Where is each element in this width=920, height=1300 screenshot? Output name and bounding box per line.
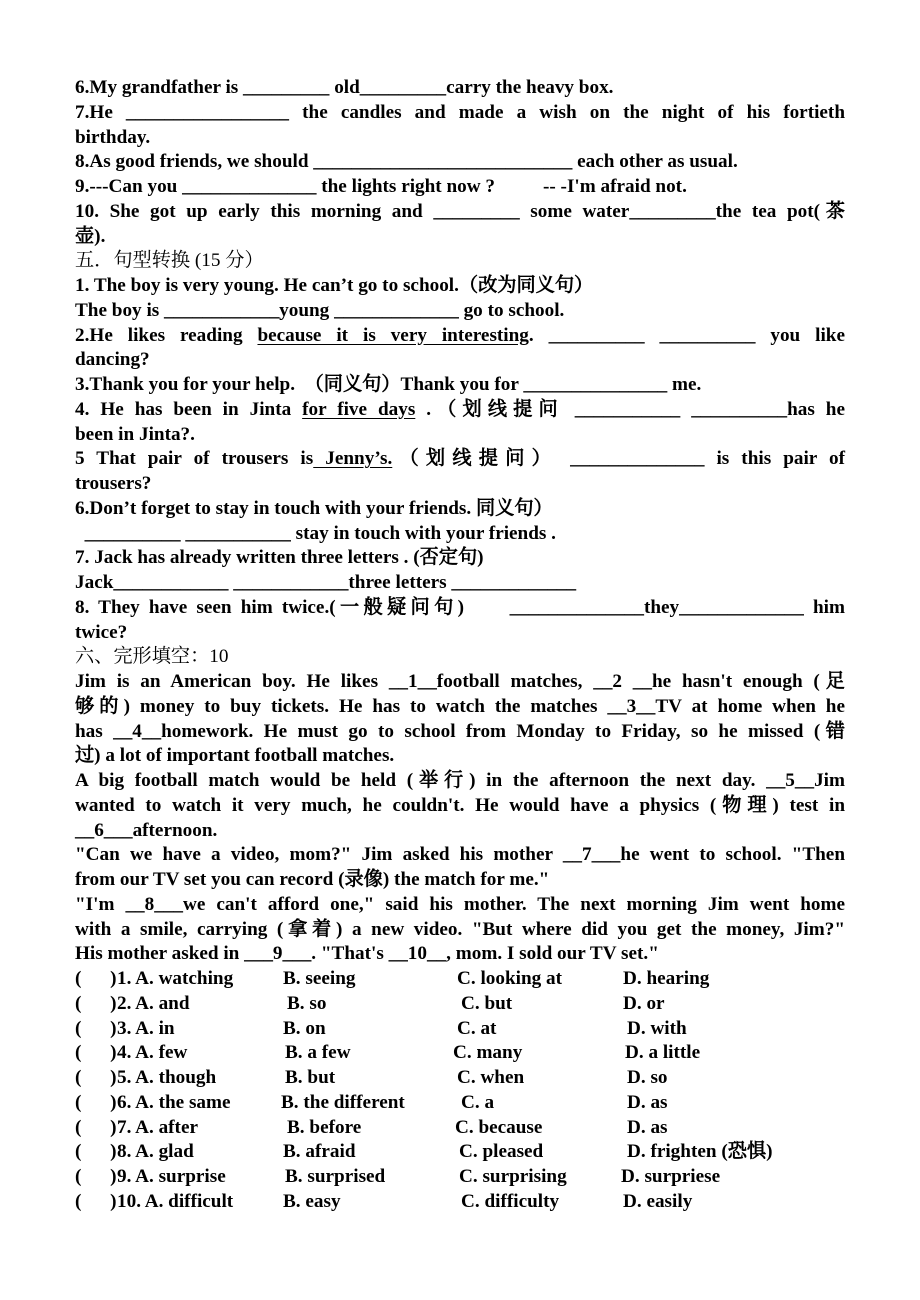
option-row-9 <box>75 1165 845 1190</box>
option-d: D. or <box>623 992 665 1014</box>
s5-q4-after: .（划线提问 ___________ __________has he <box>415 398 845 420</box>
answer-bracket[interactable]: ( ) <box>75 1091 117 1113</box>
s5-q2-before: 2.He likes reading <box>75 324 258 346</box>
option-row-4 <box>75 1041 845 1066</box>
option-d: D. easily <box>623 1190 693 1212</box>
option-c: C. at <box>457 1017 497 1039</box>
section-6-heading: 六、完形填空：10 <box>75 646 229 668</box>
sentence-8: 8.As good friends, we should ___________________________ each other as usual. <box>75 151 738 173</box>
s5-q5-line1 <box>75 447 845 472</box>
option-a: 4. A. few <box>117 1042 188 1064</box>
s5-q5-line2: trousers? <box>75 473 152 494</box>
passage-line-8: "Can we have a video, mom?" Jim asked his mother __7___he went to school. "Then <box>75 844 845 866</box>
option-row-10 <box>75 1190 845 1215</box>
option-a: 3. A. in <box>117 1017 175 1039</box>
option-b: B. easy <box>283 1190 341 1212</box>
passage-line-4: 过) a lot of important football matches. <box>75 745 395 767</box>
s5-q5-underlined: Jenny’s. <box>313 448 393 470</box>
passage-line-6: wanted to watch it very much, he couldn't. He would have a physics (物理) test in <box>75 794 845 816</box>
option-b: B. before <box>287 1116 362 1138</box>
s5-q3: 3.Thank you for your help. （同义句）Thank you for _______________ me. <box>75 374 702 395</box>
sentence-7-line2: birthday. <box>75 126 151 148</box>
s5-a6: __________ ___________ stay in touch with your friends . <box>75 522 556 544</box>
option-b: B. seeing <box>283 968 356 989</box>
passage-line-5: A big football match would be held (举行) in the afternoon the next day. __5__Jim <box>75 770 845 791</box>
option-b: B. the different <box>281 1091 405 1113</box>
s5-q2-after: . __________ __________ you like <box>528 324 845 346</box>
answer-bracket[interactable]: ( ) <box>75 992 117 1014</box>
s5-q7: 7. Jack has already written three letters . (否定句) <box>75 547 484 569</box>
option-d: D. hearing <box>623 968 710 989</box>
s5-q6: 6.Don’t forget to stay in touch with your friends. 同义句） <box>75 497 553 519</box>
sentence-7-line1: 7.He _________________ the candles and made a wish on the night of his fortieth <box>75 101 845 123</box>
option-d: D. so <box>627 1067 668 1088</box>
option-d: D. as <box>627 1116 668 1138</box>
sentence-10-line1: 10. She got up early this morning and _________ some water_________the tea pot(茶 <box>75 200 845 222</box>
option-c: C. difficulty <box>461 1190 560 1212</box>
answer-bracket[interactable]: ( ) <box>75 1116 117 1138</box>
s5-q2-underlined: because it is very interesting <box>257 324 529 346</box>
option-a: 7. A. after <box>117 1116 198 1138</box>
option-d: D. surpriese <box>621 1166 721 1187</box>
option-row-3 <box>75 1017 845 1042</box>
s5-q4-before: 4. He has been in Jinta <box>75 398 303 420</box>
option-b: B. surprised <box>285 1166 386 1187</box>
option-d: D. with <box>627 1017 687 1039</box>
option-c: C. many <box>453 1042 523 1064</box>
option-c: C. looking at <box>457 968 563 989</box>
option-row-7 <box>75 1116 845 1141</box>
passage-line-2: 够的) money to buy tickets. He has to watch the matches __3__TV at home when he <box>75 695 845 717</box>
answer-bracket[interactable]: ( ) <box>75 1067 117 1088</box>
option-b: B. but <box>285 1067 336 1088</box>
option-b: B. on <box>283 1017 326 1039</box>
passage-line-10: "I'm __8___we can't afford one," said his mother. The next morning Jim went home <box>75 893 845 915</box>
answer-bracket[interactable]: ( ) <box>75 1141 117 1163</box>
option-row-1 <box>75 967 845 992</box>
s5-a7: Jack____________ ____________three letters _____________ <box>75 572 577 593</box>
option-row-8 <box>75 1140 845 1165</box>
passage-line-9: from our TV set you can record (录像) the match for me." <box>75 869 550 890</box>
option-d: D. a little <box>625 1042 701 1064</box>
option-a: 8. A. glad <box>117 1141 194 1163</box>
sentence-10-line2: 壶). <box>75 225 106 247</box>
option-a: 1. A. watching <box>117 968 234 989</box>
passage-line-1: Jim is an American boy. He likes __1__football matches, __2 __he hasn't enough (足 <box>75 671 845 692</box>
option-c: C. surprising <box>459 1166 567 1187</box>
option-a: 10. A. difficult <box>117 1190 234 1212</box>
answer-bracket[interactable]: ( ) <box>75 968 117 989</box>
sentence-6: 6.My grandfather is _________ old_________carry the heavy box. <box>75 77 614 98</box>
answer-bracket[interactable]: ( ) <box>75 1166 117 1187</box>
passage-line-3: has __4__homework. He must go to school from Monday to Friday, so he missed (错 <box>75 720 845 742</box>
option-a: 6. A. the same <box>117 1091 231 1113</box>
option-a: 2. A. and <box>117 992 190 1014</box>
answer-bracket[interactable]: ( ) <box>75 1017 117 1039</box>
s5-q8-line2: twice? <box>75 621 128 643</box>
option-a: 5. A. though <box>117 1067 217 1088</box>
option-b: B. so <box>287 992 327 1014</box>
passage-line-12: His mother asked in ___9___. "That's __10__, mom. I sold our TV set." <box>75 943 659 965</box>
option-c: C. but <box>461 992 513 1014</box>
s5-q4-line2: been in Jinta?. <box>75 423 195 445</box>
answer-bracket[interactable]: ( ) <box>75 1190 117 1212</box>
s5-q2-line2: dancing? <box>75 349 150 371</box>
s5-q4-underlined: for five days <box>302 398 416 420</box>
worksheet-page <box>75 76 845 1215</box>
option-d: D. as <box>627 1091 668 1113</box>
s5-q1: 1. The boy is very young. He can’t go to school.（改为同义句） <box>75 275 594 296</box>
section-5-heading: 五．句型转换 (15 分） <box>75 250 264 272</box>
option-c: C. pleased <box>459 1141 544 1163</box>
option-c: C. because <box>455 1116 543 1138</box>
s5-q2-line1 <box>75 324 845 349</box>
answer-bracket[interactable]: ( ) <box>75 1042 117 1064</box>
s5-a1: The boy is ____________young _____________ go to school. <box>75 299 565 321</box>
options-list <box>75 967 845 1215</box>
sentence-9: 9.---Can you ______________ the lights right now ? -- -I'm afraid not. <box>75 176 687 197</box>
option-row-2 <box>75 992 845 1017</box>
option-d: D. frighten (恐惧) <box>627 1141 773 1163</box>
passage-line-11: with a smile, carrying (拿着) a new video. "But where did you get the money, Jim?" <box>75 918 845 940</box>
option-a: 9. A. surprise <box>117 1166 226 1187</box>
option-b: B. a few <box>285 1042 351 1064</box>
option-b: B. afraid <box>283 1141 356 1163</box>
s5-q4-line1 <box>75 398 845 423</box>
option-c: C. a <box>461 1091 495 1113</box>
option-row-6 <box>75 1091 845 1116</box>
option-row-5 <box>75 1066 845 1091</box>
s5-q8-line1: 8. They have seen him twice.(一般疑问句) ______________they_____________ him <box>75 596 845 618</box>
s5-q5-before: 5 That pair of trousers is <box>75 448 314 470</box>
option-c: C. when <box>457 1067 525 1088</box>
passage-line-7: __6___afternoon. <box>75 819 218 841</box>
s5-q5-after: （划线提问） ______________ is this pair of <box>392 448 845 470</box>
